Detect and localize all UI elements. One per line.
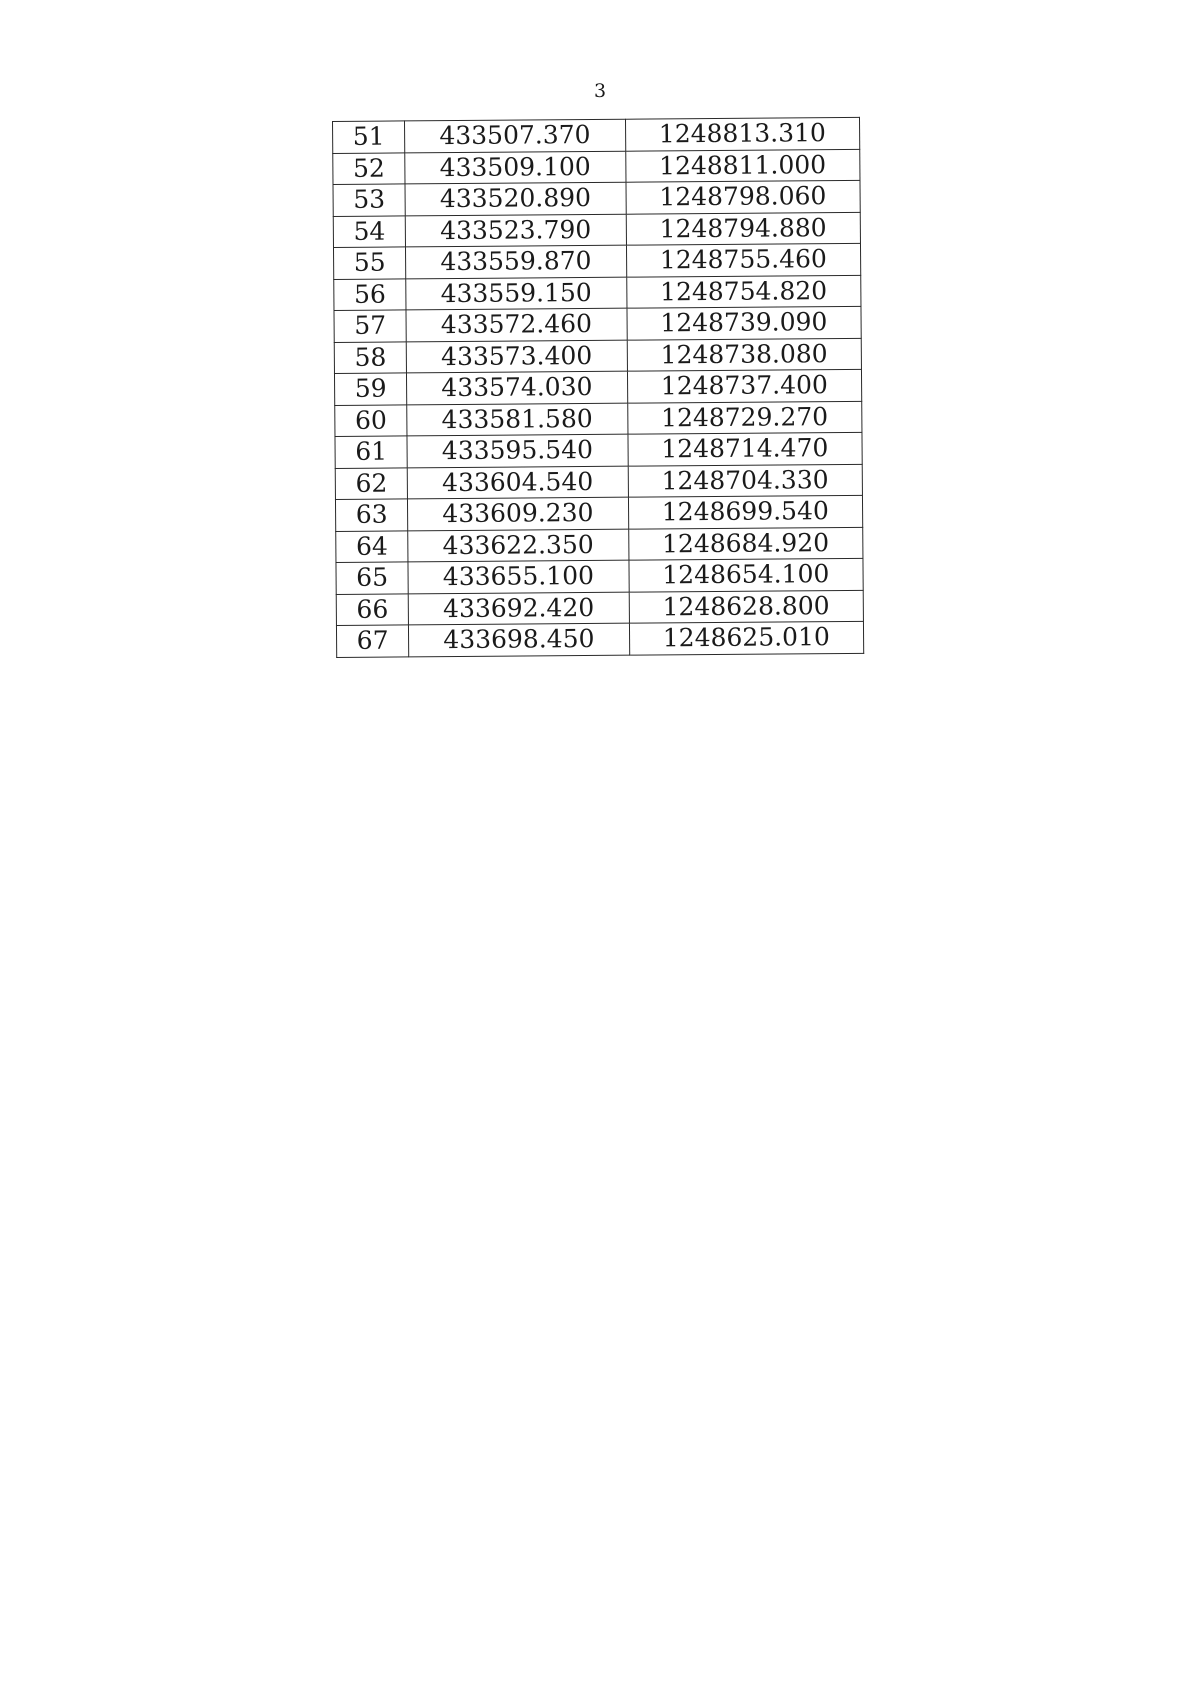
x-coordinate-cell: 433559.150	[406, 277, 627, 310]
y-coordinate-cell: 1248704.330	[628, 464, 863, 497]
y-coordinate-cell: 1248737.400	[627, 369, 862, 402]
y-coordinate-cell: 1248654.100	[628, 558, 863, 591]
table-row	[333, 149, 860, 185]
x-coordinate-cell: 433622.350	[408, 529, 629, 562]
point-number-cell: 55	[333, 247, 405, 279]
point-number-cell: 61	[335, 436, 407, 468]
y-coordinate-cell: 1248754.820	[626, 275, 861, 308]
table-row	[335, 432, 862, 468]
coordinates-table-body	[333, 117, 864, 657]
table-row	[335, 464, 862, 500]
point-number-cell: 62	[335, 467, 407, 499]
y-coordinate-cell: 1248714.470	[628, 432, 863, 465]
point-number-cell: 64	[336, 530, 408, 562]
point-number-cell: 56	[334, 278, 406, 310]
point-number-cell: 54	[333, 215, 405, 247]
x-coordinate-cell: 433581.580	[407, 403, 628, 436]
table-row	[336, 558, 863, 594]
x-coordinate-cell: 433520.890	[405, 182, 626, 215]
table-row	[334, 275, 861, 311]
y-coordinate-cell: 1248699.540	[628, 495, 863, 528]
table-row	[335, 401, 862, 437]
page-number: 3	[593, 80, 607, 102]
point-number-cell: 59	[334, 373, 406, 405]
table-row	[333, 243, 860, 279]
x-coordinate-cell: 433509.100	[405, 151, 626, 184]
y-coordinate-cell: 1248813.310	[625, 117, 860, 150]
x-coordinate-cell: 433692.420	[408, 592, 629, 625]
x-coordinate-cell: 433572.460	[406, 308, 627, 341]
y-coordinate-cell: 1248755.460	[626, 243, 861, 276]
x-coordinate-cell: 433655.100	[408, 560, 629, 593]
coordinates-table	[332, 117, 864, 658]
y-coordinate-cell: 1248684.920	[628, 527, 863, 560]
table-row	[335, 495, 862, 531]
table-row	[334, 306, 861, 342]
x-coordinate-cell: 433604.540	[407, 466, 628, 499]
x-coordinate-cell: 433595.540	[407, 434, 628, 467]
y-coordinate-cell: 1248738.080	[627, 338, 862, 371]
table-row	[336, 621, 863, 657]
point-number-cell: 52	[333, 152, 405, 184]
y-coordinate-cell: 1248798.060	[626, 180, 861, 213]
y-coordinate-cell: 1248739.090	[627, 306, 862, 339]
x-coordinate-cell: 433559.870	[406, 245, 627, 278]
table-row	[333, 180, 860, 216]
x-coordinate-cell: 433574.030	[407, 371, 628, 404]
y-coordinate-cell: 1248628.800	[629, 590, 864, 623]
x-coordinate-cell: 433573.400	[406, 340, 627, 373]
table-row	[336, 527, 863, 563]
point-number-cell: 51	[333, 121, 405, 153]
x-coordinate-cell: 433609.230	[408, 497, 629, 530]
y-coordinate-cell: 1248811.000	[625, 149, 860, 182]
x-coordinate-cell: 433523.790	[405, 214, 626, 247]
point-number-cell: 65	[336, 562, 408, 594]
table-row	[333, 117, 860, 153]
point-number-cell: 53	[333, 184, 405, 216]
y-coordinate-cell: 1248729.270	[627, 401, 862, 434]
point-number-cell: 67	[336, 625, 408, 657]
table-row	[333, 212, 860, 248]
x-coordinate-cell: 433698.450	[409, 623, 630, 656]
x-coordinate-cell: 433507.370	[405, 119, 626, 152]
y-coordinate-cell: 1248625.010	[629, 621, 864, 654]
y-coordinate-cell: 1248794.880	[626, 212, 861, 245]
table-row	[334, 338, 861, 374]
point-number-cell: 57	[334, 310, 406, 342]
point-number-cell: 63	[335, 499, 407, 531]
point-number-cell: 66	[336, 593, 408, 625]
point-number-cell: 60	[335, 404, 407, 436]
point-number-cell: 58	[334, 341, 406, 373]
table-row	[336, 590, 863, 626]
table-row	[334, 369, 861, 405]
